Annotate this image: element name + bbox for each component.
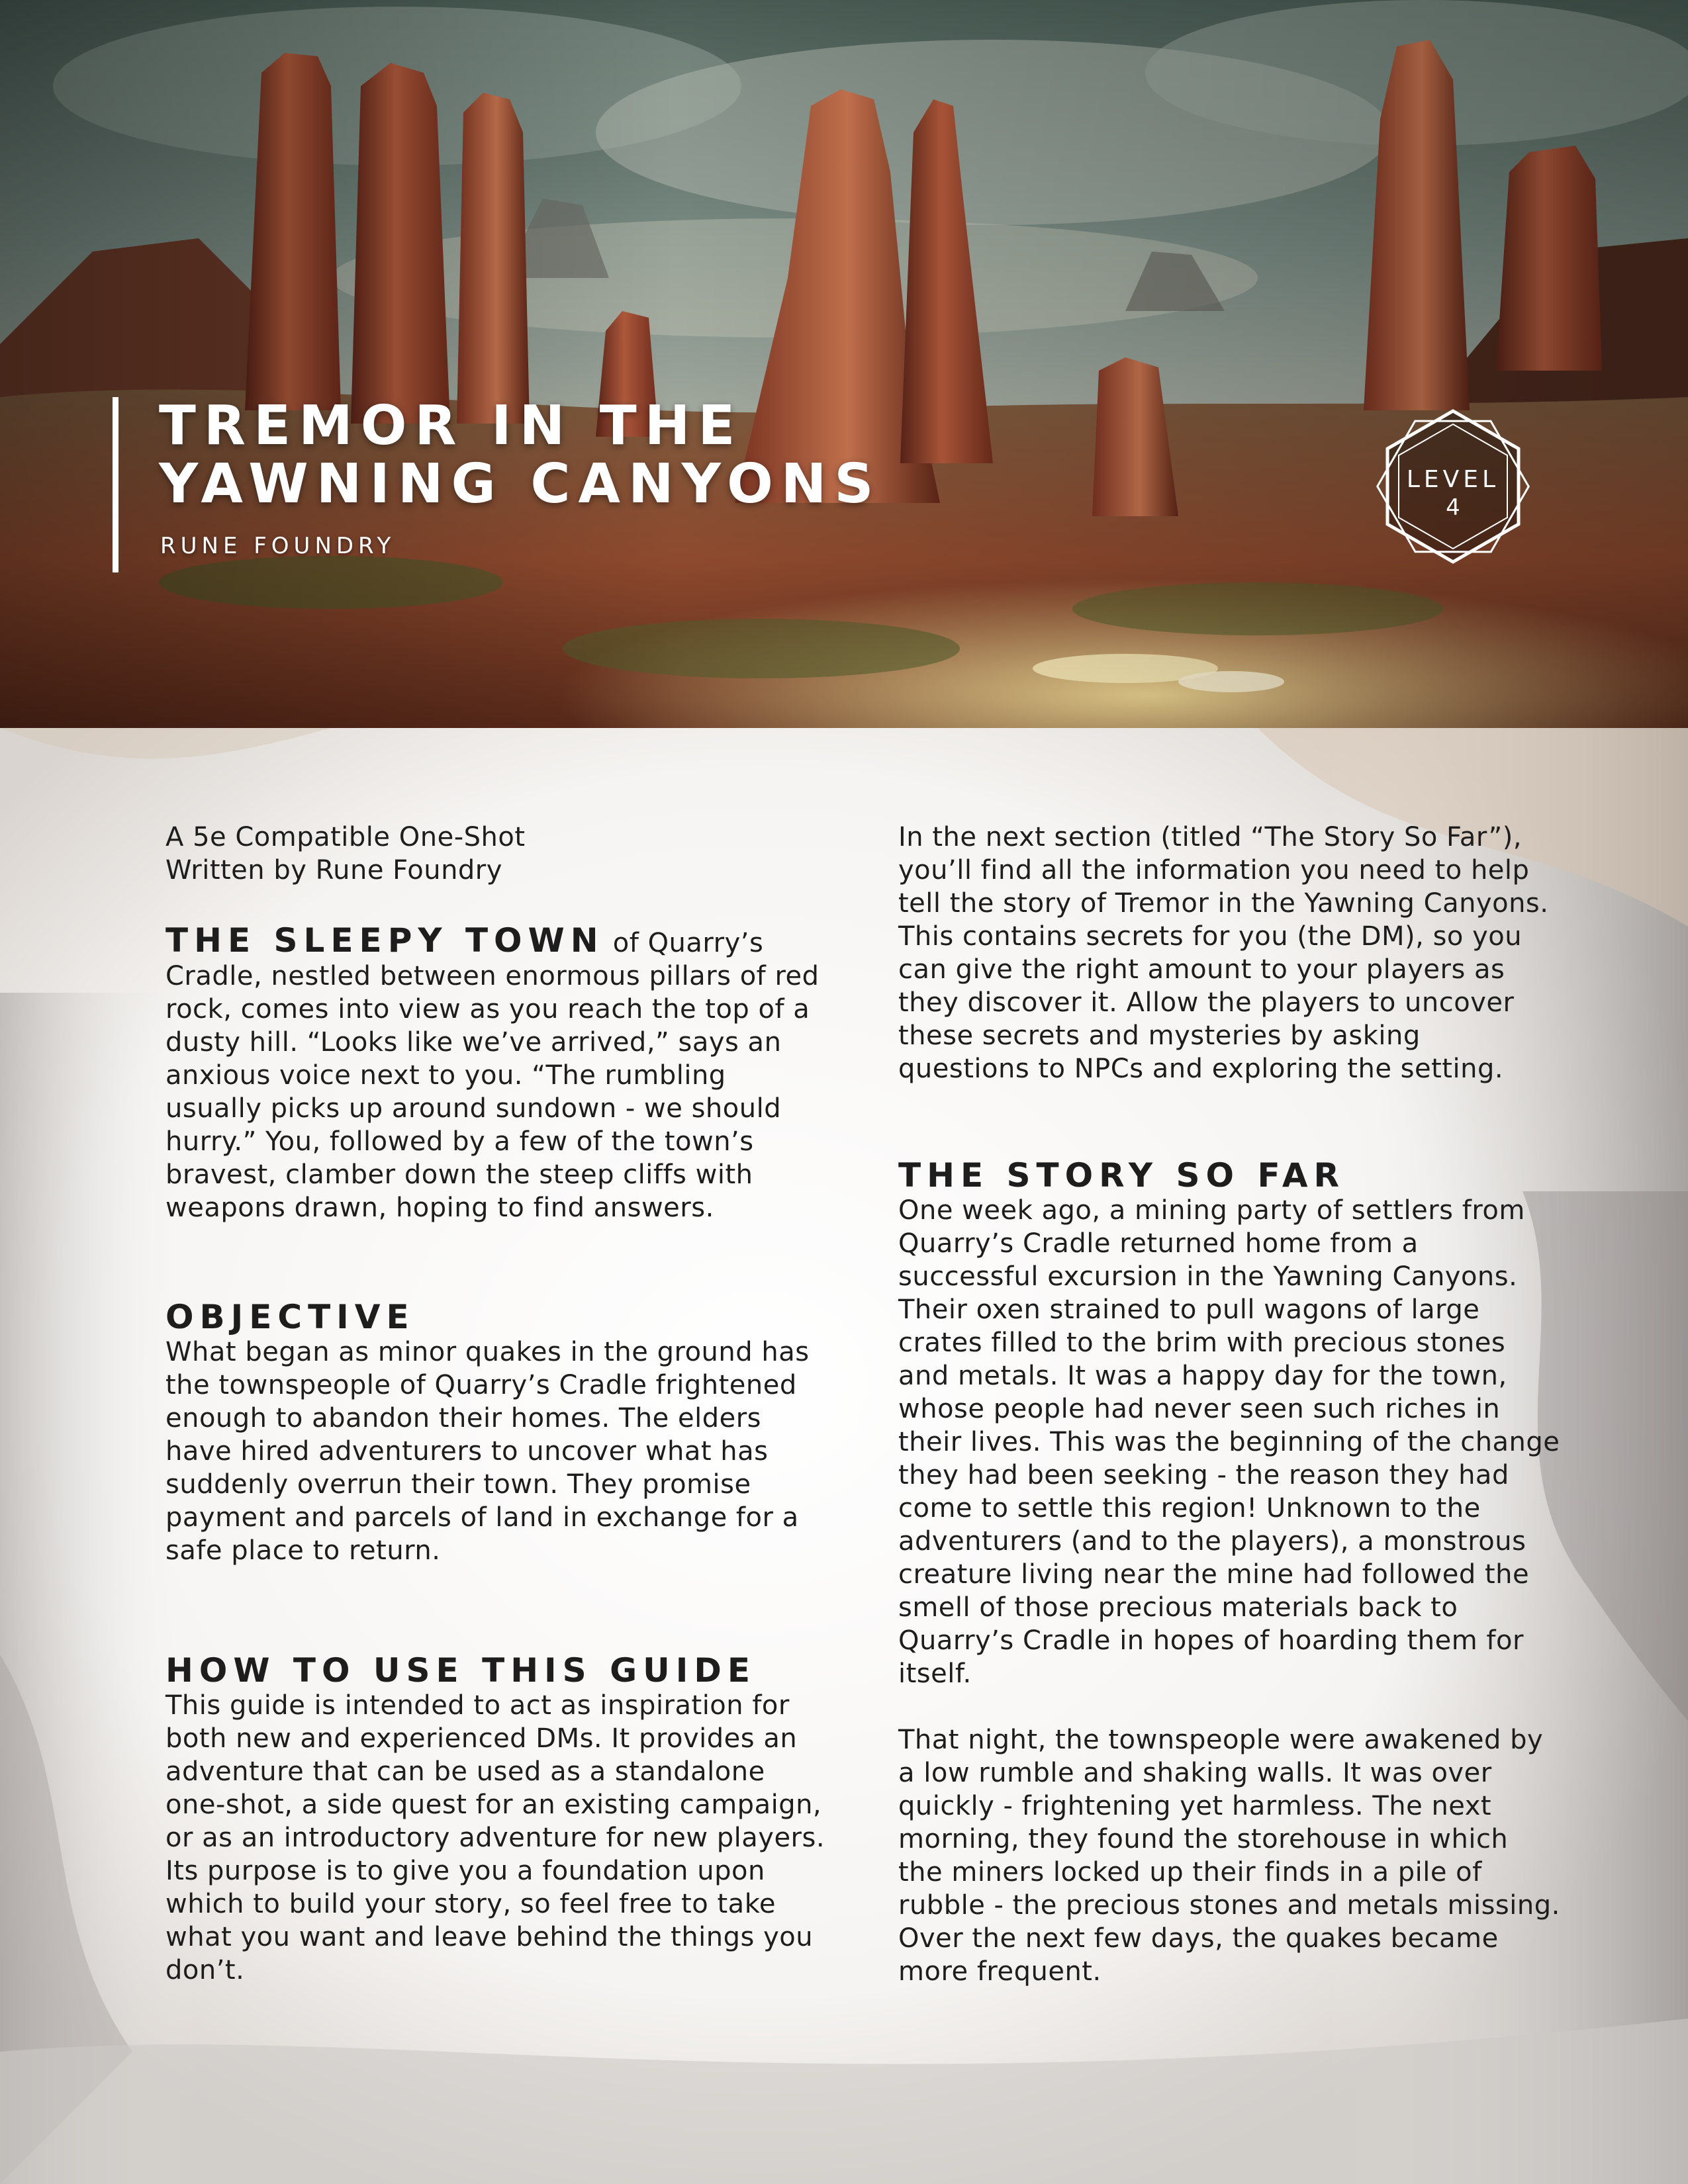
publisher-subtitle: RUNE FOUNDRY xyxy=(160,533,396,559)
how-to-use-text: This guide is intended to act as inspiration for both new and experienced DMs. It provides an adventure that can be used as a standalone one-shot, a side quest for an existing campaign, or as an introductory adventure for new players. Its purpose is to give you a foundation upon which to build your story, so feel free to take what you want and leave behind the things you don’t. xyxy=(165,1690,825,1985)
page-title xyxy=(159,394,1086,516)
story-so-far-paragraph-2: That night, the townspeople were awakened by a low rumble and shaking walls. It was over quickly - frightening yet harmless. The next morning, they found the storehouse in which the miners locked up their finds in a pile of rubble - the precious stones and metals missing. Over the next few days, the quakes became more frequent. xyxy=(898,1725,1560,1987)
sleepy-town-text: of Quarry’s Cradle, nestled between enormous pillars of red rock, comes into view as you reach the top of a dusty hill. “Looks like we’ve arrived,” says an anxious voice next to you. “The rumbling usually picks up around sundown - we should hurry.” You, followed by a few of the town’s bravest, clamber down the steep cliffs with weapons drawn, hoping to find answers. xyxy=(165,928,820,1223)
level-label: LEVEL xyxy=(1406,466,1500,493)
level-badge-text xyxy=(1374,465,1532,521)
left-column xyxy=(165,821,827,1987)
intro-line-2: Written by Rune Foundry xyxy=(165,855,502,886)
sleepy-town-paragraph xyxy=(165,921,827,1224)
level-badge xyxy=(1374,407,1532,566)
hero-banner xyxy=(0,0,1688,728)
next-section-text: In the next section (titled “The Story So Far”), you’ll find all the information you need to help tell the story of Tremor in the Yawning Canyons. This contains secrets for you (the DM), so you can give the right amount to your players as they discover it. Allow the players to uncover these secrets and mysteries by asking questions to NPCs and exploring the setting. xyxy=(898,822,1549,1084)
objective-heading: OBJECTIVE xyxy=(165,1298,415,1336)
how-to-use-heading: HOW TO USE THIS GUIDE xyxy=(165,1651,756,1690)
canyon-illustration xyxy=(0,0,1688,728)
title-line-2: YAWNING CANYONS xyxy=(159,453,882,516)
title-accent-bar xyxy=(113,397,118,572)
title-line-1: TREMOR IN THE xyxy=(159,394,743,457)
story-so-far-paragraph-1: One week ago, a mining party of settlers from Quarry’s Cradle returned home from a successful excursion in the Yawning Canyons. Their oxen strained to pull wagons of large crates filled to the brim with precious stones and metals. It was a happy day for the town, whose people had never seen such riches in their lives. This was the beginning of the change they had been seeking - the reason they had come to settle this region! Unknown to the adventurers (and to the players), a monstrous creature living near the mine had followed the smell of those precious materials back to Quarry’s Cradle in hopes of hoarding them for itself. xyxy=(898,1195,1560,1689)
level-number: 4 xyxy=(1446,494,1460,521)
right-column xyxy=(898,821,1560,1988)
sleepy-town-lead: THE SLEEPY TOWN xyxy=(165,921,604,960)
intro-line-1: A 5e Compatible One-Shot xyxy=(165,822,526,852)
objective-text: What began as minor quakes in the ground has the townspeople of Quarry’s Cradle frightened enough to abandon their homes. The elders have hired adventurers to uncover what has suddenly overrun their town. They promise payment and parcels of land in exchange for a safe place to return. xyxy=(165,1337,810,1566)
story-so-far-heading: THE STORY SO FAR xyxy=(898,1156,1346,1195)
